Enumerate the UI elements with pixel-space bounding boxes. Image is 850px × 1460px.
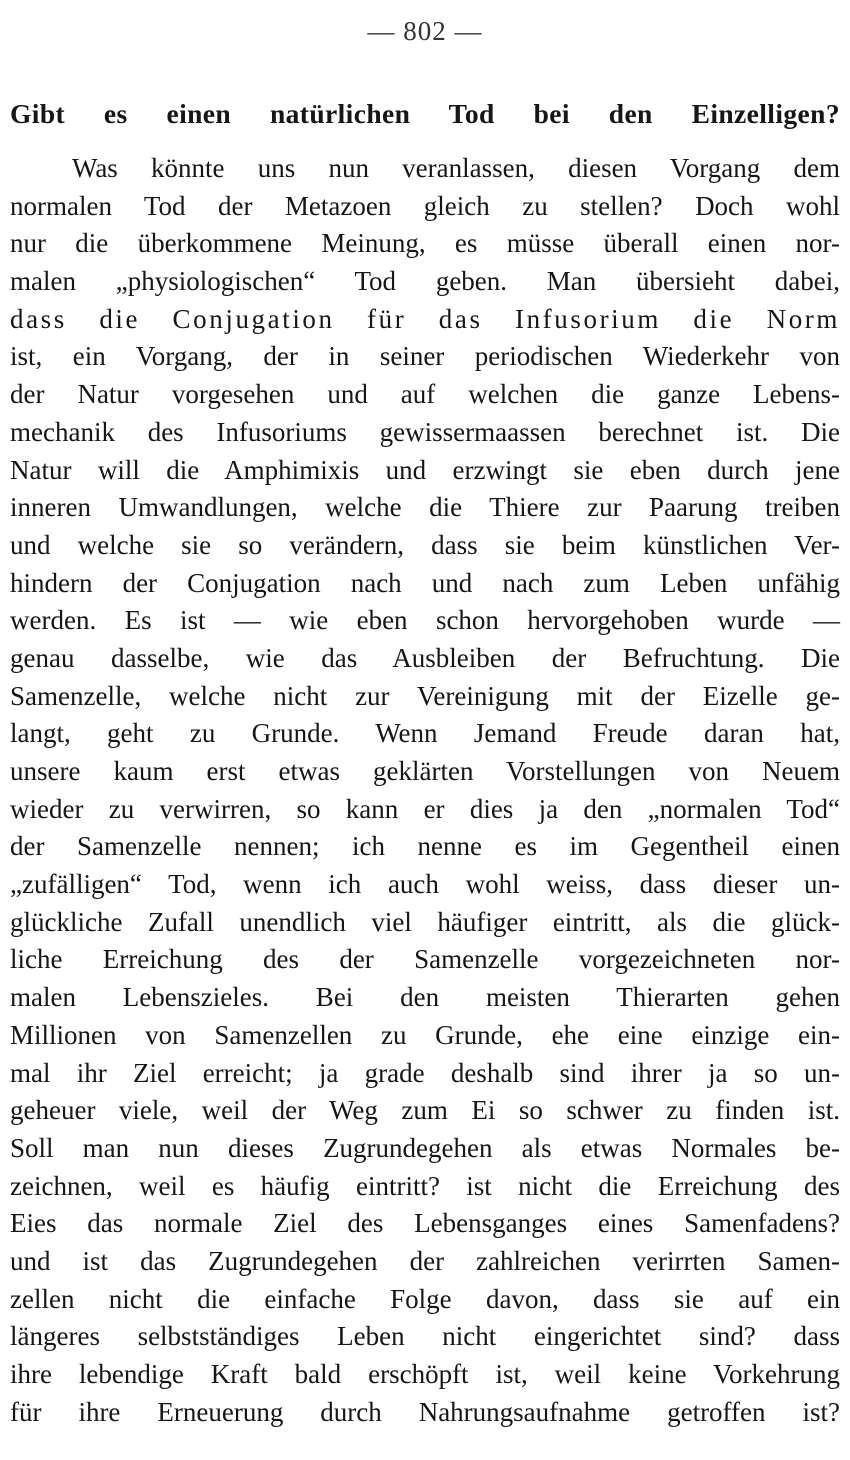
text-line: hindern der Conjugation nach und nach zum Leben unfähig bbox=[10, 567, 840, 598]
text-line: Was könnte uns nun veranlassen, diesen Vorgang dem bbox=[72, 153, 840, 183]
text-line: geheuer viele, weil der Weg zum Ei so schwer zu finden ist. bbox=[10, 1095, 840, 1126]
text-line: wieder zu verwirren, so kann er dies ja den „normalen Tod“ bbox=[10, 793, 840, 824]
text-line: und ist das Zugrundegehen der zahlreichen verirrten Samen- bbox=[10, 1245, 840, 1276]
text-line: für ihre Erneuerung durch Nahrungsaufnahme getroffen ist? bbox=[10, 1396, 840, 1427]
body-paragraph bbox=[10, 150, 840, 1431]
text-line: Samenzelle, welche nicht zur Vereinigung mit der Eizelle ge- bbox=[10, 680, 840, 711]
page-number: — 802 — bbox=[367, 16, 483, 46]
text-line: „zufälligen“ Tod, wenn ich auch wohl weiss, dass dieser un- bbox=[10, 869, 840, 900]
text-line: glückliche Zufall unendlich viel häufiger eintritt, als die glück- bbox=[10, 906, 840, 937]
text-line: malen „physiologischen“ Tod geben. Man übersieht dabei, bbox=[10, 266, 840, 297]
text-line: normalen Tod der Metazoen gleich zu stellen? Doch wohl bbox=[10, 190, 840, 221]
text-line: der Samenzelle nennen; ich nenne es im Gegentheil einen bbox=[10, 831, 840, 862]
text-line: Eies das normale Ziel des Lebensganges eines Samenfadens? bbox=[10, 1208, 840, 1239]
text-line: und welche sie so verändern, dass sie beim künstlichen Ver- bbox=[10, 529, 840, 560]
text-line: Millionen von Samenzellen zu Grunde, ehe eine einzige ein- bbox=[10, 1019, 840, 1050]
text-line: der Natur vorgesehen und auf welchen die ganze Lebens- bbox=[10, 379, 840, 410]
section-heading: Gibt es einen natürlichen Tod bei den Einzelligen? bbox=[10, 98, 840, 129]
text-line: Soll man nun dieses Zugrundegehen als etwas Normales be- bbox=[10, 1132, 840, 1163]
text-line: malen Lebenszieles. Bei den meisten Thierarten gehen bbox=[10, 982, 840, 1013]
text-line: zellen nicht die einfache Folge davon, dass sie auf ein bbox=[10, 1283, 840, 1314]
text-line: mal ihr Ziel erreicht; ja grade deshalb sind ihrer ja so un- bbox=[10, 1057, 840, 1088]
text-line: ist, ein Vorgang, der in seiner periodischen Wiederkehr von bbox=[10, 341, 840, 372]
text-line: zeichnen, weil es häufig eintritt? ist nicht die Erreichung des bbox=[10, 1170, 840, 1201]
text-line: dass die Conjugation für das Infusorium die Norm bbox=[10, 303, 840, 334]
text-line: inneren Umwandlungen, welche die Thiere zur Paarung treiben bbox=[10, 492, 840, 523]
text-line: unsere kaum erst etwas geklärten Vorstellungen von Neuem bbox=[10, 756, 840, 786]
text-line: Natur will die Amphimixis und erzwingt sie eben durch jene bbox=[10, 454, 840, 485]
text-line: liche Erreichung des der Samenzelle vorgezeichneten nor- bbox=[10, 944, 840, 975]
text-line: werden. Es ist — wie eben schon hervorgehoben wurde — bbox=[10, 605, 840, 636]
text-line: längeres selbstständiges Leben nicht eingerichtet sind? dass bbox=[10, 1321, 840, 1352]
text-line: langt, geht zu Grunde. Wenn Jemand Freude daran hat, bbox=[10, 718, 840, 749]
text-line: ihre lebendige Kraft bald erschöpft ist, weil keine Vorkehrung bbox=[10, 1359, 840, 1389]
text-line: genau dasselbe, wie das Ausbleiben der Befruchtung. Die bbox=[10, 642, 840, 673]
text-line: mechanik des Infusoriums gewissermaassen berechnet ist. Die bbox=[10, 416, 840, 447]
text-line: nur die überkommene Meinung, es müsse überall einen nor- bbox=[10, 228, 840, 259]
